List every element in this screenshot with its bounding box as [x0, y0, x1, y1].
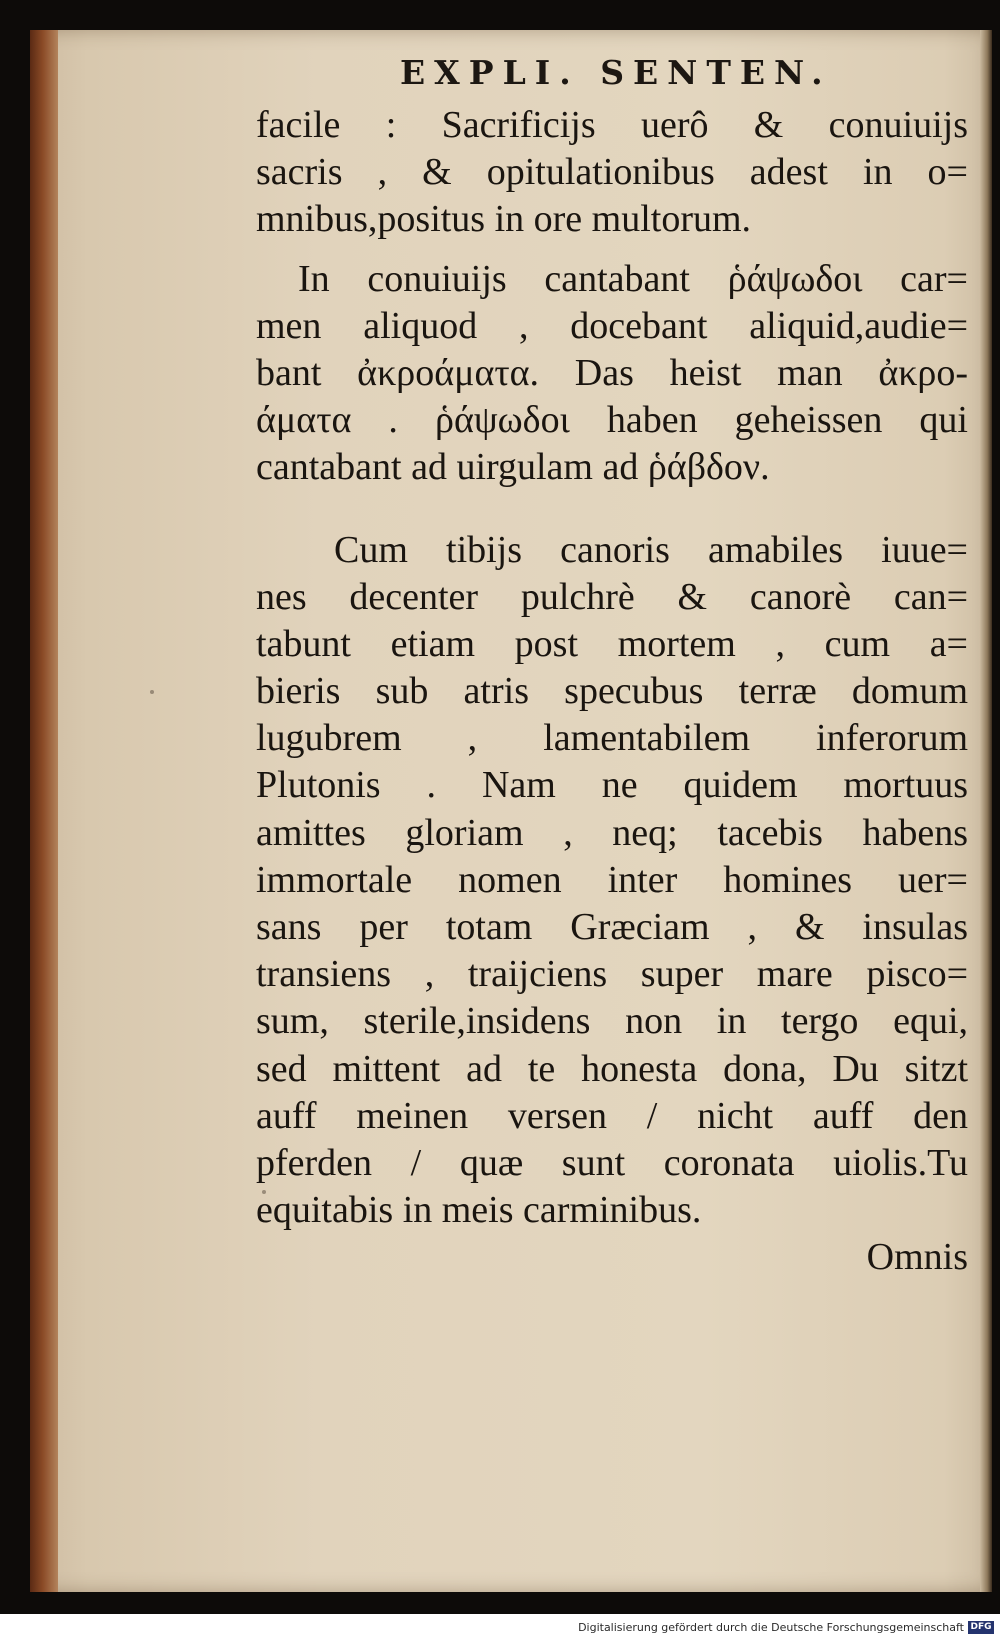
text-line: sans per totam Græciam , & insulas	[256, 906, 968, 948]
text-line: pferden / quæ sunt coronata uiolis.Tu	[256, 1141, 968, 1184]
page-body-text	[256, 102, 968, 1281]
footer-bar	[0, 1614, 1000, 1640]
text-line: immortale nomen inter homines uer=	[256, 858, 968, 901]
text-line: In conuiuijs cantabant ῥάψωδοι car=	[298, 257, 968, 300]
page-left-edge	[30, 30, 58, 1592]
dfg-logo-icon: DFG	[968, 1621, 994, 1634]
text-line: mnibus,positus in ore multorum.	[256, 198, 752, 241]
text-line: facile : Sacrificijs uerô & conuiuijs	[256, 104, 968, 146]
catchword: Omnis	[866, 1236, 968, 1279]
text-line: cantabant ad uirgulam ad ῥάβδον.	[256, 446, 770, 489]
text-line: sacris , & opitulationibus adest in o=	[256, 151, 968, 194]
text-line: nes decenter pulchrè & canorè can=	[256, 575, 968, 618]
text-line: lugubrem , lamentabilem inferorum	[256, 717, 968, 760]
page-right-edge	[980, 30, 992, 1592]
ink-speck	[150, 690, 154, 694]
funding-credit: Digitalisierung gefördert durch die Deutsche Forschungsgemeinschaft	[578, 1621, 964, 1634]
text-line: transiens , traijciens super mare pisco=	[256, 953, 968, 996]
text-line: amittes gloriam , neq; tacebis habens	[256, 811, 968, 854]
text-line: άματα . ῥάψωδοι haben geheissen qui	[256, 399, 968, 442]
text-line: sed mittent ad te honesta dona, Du sitzt	[256, 1047, 968, 1090]
text-line: equitabis in meis carminibus.	[256, 1189, 702, 1232]
running-header: EXPLI. SENTEN.	[400, 53, 832, 92]
text-line: auff meinen versen / nicht auff den	[256, 1094, 968, 1137]
text-line: bant ἀκροάματα. Das heist man ἀκρο-	[256, 351, 968, 394]
text-line: men aliquod , docebant aliquid,audie=	[256, 304, 968, 347]
text-line: sum, sterile,insidens non in tergo equi,	[256, 1000, 968, 1043]
text-line: Plutonis . Nam ne quidem mortuus	[256, 764, 968, 807]
text-line: bieris sub atris specubus terræ domum	[256, 670, 968, 713]
text-line: tabunt etiam post mortem , cum a=	[256, 622, 968, 665]
text-line: Cum tibijs canoris amabiles iuue=	[334, 528, 968, 571]
